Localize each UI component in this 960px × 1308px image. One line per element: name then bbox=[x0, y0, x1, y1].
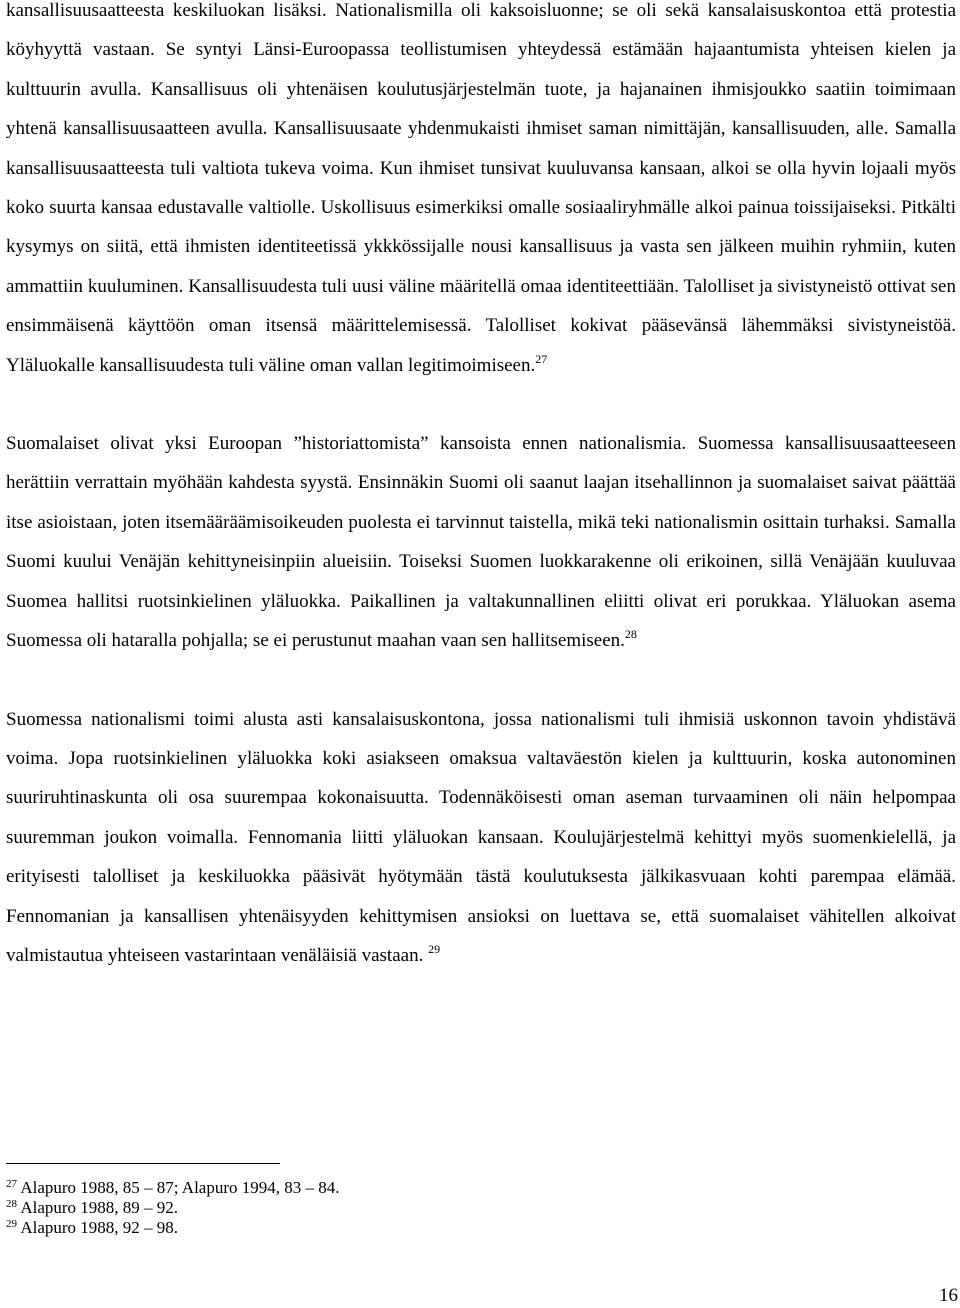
body-paragraph-3 bbox=[6, 700, 956, 976]
footnote-number: 28 bbox=[6, 1198, 17, 1210]
footnote-reference: 28 bbox=[624, 627, 637, 642]
body-paragraph-2 bbox=[6, 424, 956, 660]
paragraph-text: Suomessa nationalismi toimi alusta asti kansalaisuskontona, jossa nationalismi tuli ihmisiä uskonnon tavoin yhdistävä voima. Jopa ruotsinkielinen yläluokka koki asiakseen omaksua valtaväestön kielen ja kulttuurin, koska autonominen suuriruhtinaskunta oli osa suurempaa kokonaisuutta. Todennäköisesti oman aseman turvaaminen oli näin helpompaa suuremman joukon voimalla. Fennomania liitti yläluokan kansaan. Koulujärjestelmä kehittyi myös suomenkielellä, ja erityisesti talolliset ja keskiluokka pääsivät hyötymään tästä koulutuksesta jälkikasvuaan kohti parempaa elämää. Fennomanian ja kansallisen yhtenäisyyden kehittymisen ansioksi on luettava se, että suomalaiset vähitellen alkoivat valmistautua yhteiseen vastarintaan venäläisiä vastaan. bbox=[6, 708, 956, 966]
footnote-reference: 29 bbox=[428, 941, 441, 956]
page-number: 16 bbox=[939, 1285, 958, 1306]
footnote-number: 29 bbox=[6, 1218, 17, 1230]
footnote-separator bbox=[6, 1163, 280, 1164]
footnote-reference: 27 bbox=[535, 351, 548, 366]
footnote-text: Alapuro 1988, 85 – 87; Alapuro 1994, 83 – 84. bbox=[20, 1178, 340, 1197]
body-paragraph-1 bbox=[6, 0, 956, 385]
paragraph-text: Suomalaiset olivat yksi Euroopan ”historiattomista” kansoista ennen nationalismia. Suomessa kansallisuusaatteeseen herättiin verrattain myöhään kahdesta syystä. Ensinnäkin Suomi oli saanut laajan itsehallinnon ja suomalaiset saivat päättää itse asioistaan, joten itsemääräämisoikeuden puolesta ei tarvinnut taistella, mikä teki nationalismin osittain turhaksi. Samalla Suomi kuului Venäjän kehittyneisinpiin alueisiin. Toiseksi Suomen luokkarakenne oli erikoinen, sillä Venäjään kuuluvaa Suomea hallitsi ruotsinkielinen yläluokka. Paikallinen ja valtakunnallinen eliitti olivat eri porukkaa. Yläluokan asema Suomessa oli hataralla pohjalla; se ei perustunut maahan vaan sen hallitsemiseen. bbox=[6, 433, 956, 652]
footnote-text: Alapuro 1988, 89 – 92. bbox=[20, 1198, 179, 1217]
paragraph-text: kansallisuusaatteesta keskiluokan lisäksi. Nationalismilla oli kaksoisluonne; se oli sekä kansalaisuskontoa että protestia köyhyyttä vastaan. Se syntyi Länsi-Euroopassa teollistumisen yhteydessä estämään hajaantumista yhteisen kielen ja kulttuurin avulla. Kansallisuus oli yhtenäisen koulutusjärjestelmän tuote, ja hajanainen ihmisjoukko saatiin toimimaan yhtenä kansallisuusaatteen avulla. Kansallisuusaate yhdenmukaisti ihmiset saman nimittäjän, kansallisuuden, alle. Samalla kansallisuusaatteesta tuli valtiota tukeva voima. Kun ihmiset tunsivat kuuluvansa kansaan, alkoi se olla hyvin lojaali myös koko suurta kansaa edustavalle valtiolle. Uskollisuus esimerkiksi omalle sosiaaliryhmälle alkoi painua toissijaiseksi. Pitkälti kysymys on siitä, että ihmisten identiteetissä ykkkössijalle nousi kansallisuus ja vasta sen jälkeen muihin ryhmiin, kuten ammattiin kuuluminen. Kansallisuudesta tuli uusi väline määritellä omaa identiteettiään. Talolliset ja sivistyneistö ottivat sen ensimmäisenä käyttöön oman itsensä määrittelemisessä. Talolliset kokivat pääsevänsä lähemmäksi sivistyneistöä. Yläluokalle kansallisuudesta tuli väline oman vallan legitimoimiseen. bbox=[6, 0, 956, 376]
footnote-number: 27 bbox=[6, 1178, 17, 1190]
footnote-27 bbox=[6, 1178, 340, 1198]
footnotes bbox=[6, 1178, 340, 1238]
document-page bbox=[6, 0, 956, 975]
footnote-29 bbox=[6, 1218, 340, 1238]
footnote-28 bbox=[6, 1198, 340, 1218]
footnote-text: Alapuro 1988, 92 – 98. bbox=[20, 1218, 179, 1237]
